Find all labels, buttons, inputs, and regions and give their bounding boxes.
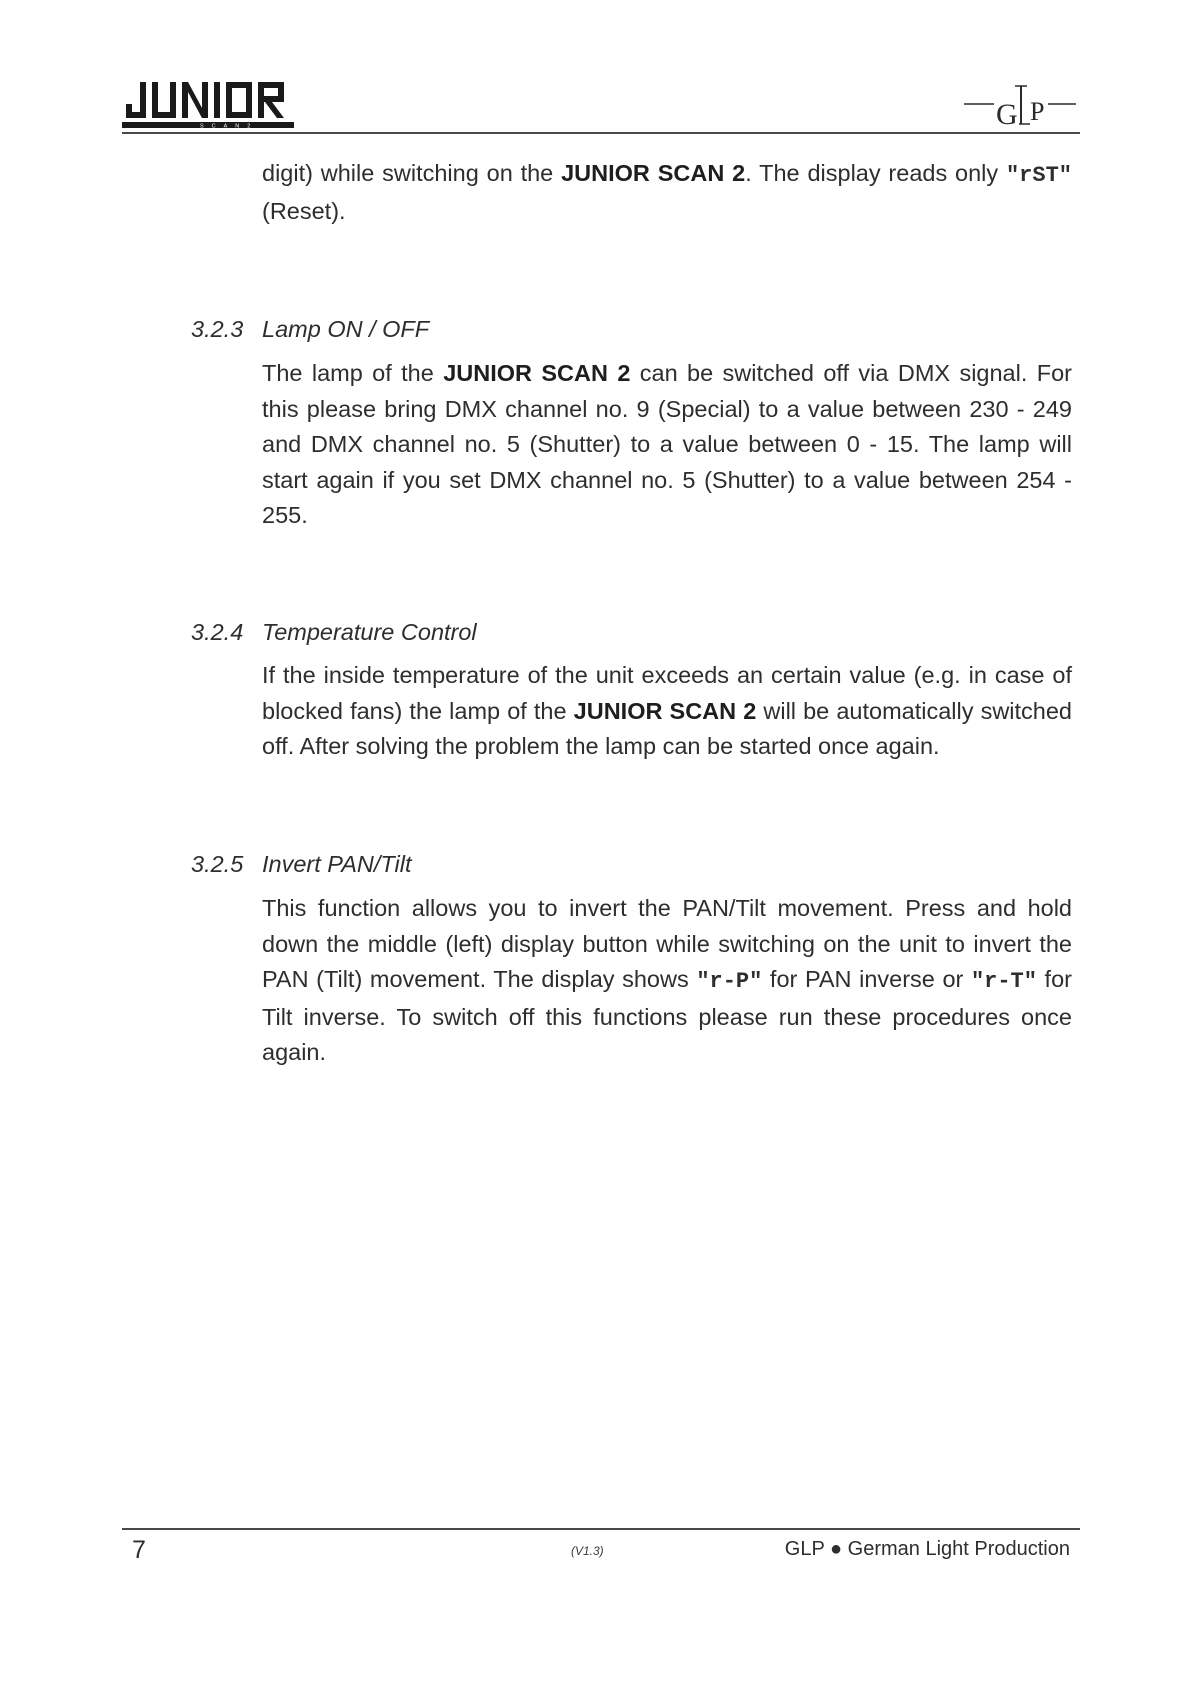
page-number: 7 [132, 1536, 146, 1564]
section-number: 3.2.4 [191, 619, 244, 645]
junior-scan-logo [122, 78, 294, 132]
display-code: "rST" [1005, 163, 1072, 188]
body-text: for Tilt inverse. To switch off this functions please run these procedures once again. [262, 966, 1072, 1065]
section-heading [191, 314, 429, 344]
body-text: for PAN inverse or [762, 966, 971, 992]
product-name: JUNIOR SCAN 2 [573, 697, 757, 724]
svg-text:G: G [996, 98, 1018, 131]
section-heading [191, 617, 477, 647]
footer-divider [122, 1528, 1080, 1530]
product-name: JUNIOR SCAN 2 [561, 160, 746, 186]
section-body [262, 356, 1072, 534]
section-number: 3.2.3 [191, 316, 244, 342]
section-number: 3.2.5 [191, 851, 244, 877]
section-title: Lamp ON / OFF [262, 316, 430, 342]
display-code: "r-T" [970, 969, 1037, 994]
body-text: This function allows you to invert the PAN/Tilt movement. Press and hold down the middle (left) display button while switching on the unit to invert the PAN (Tilt) movement. The display shows [262, 895, 1072, 992]
section-title: Temperature Control [262, 619, 477, 645]
product-name: JUNIOR SCAN 2 [443, 360, 631, 386]
intro-text: (Reset). [262, 197, 346, 224]
header-divider [122, 132, 1080, 134]
display-code: "r-P" [696, 969, 763, 994]
body-text: can be switched off via DMX signal. For this please bring DMX channel no. 9 (Special) to a value between 230 - 249 and DMX channel no. 5 (Shutter) to a value between 0 - 15. The lamp will start again if you set DMX channel no. 5 (Shutter) to a value between 254 - 255. [262, 360, 1072, 528]
section-title: Invert PAN/Tilt [262, 851, 412, 877]
svg-text:P: P [1030, 97, 1045, 126]
company-name: GLP ● German Light Production [784, 1538, 1070, 1560]
glp-logo [960, 82, 1080, 132]
intro-paragraph [262, 156, 1072, 229]
section-heading [191, 849, 412, 879]
body-text: The lamp of the [262, 360, 444, 386]
body-text: will be automatically switched off. After solving the problem the lamp can be started once again. [262, 697, 1072, 759]
version-label: (V1.3) [571, 1544, 604, 1558]
body-text: If the inside temperature of the unit exceeds an certain value (e.g. in case of blocked fans) the lamp of the [262, 662, 1072, 724]
section-body [262, 891, 1072, 1071]
section-body [262, 658, 1072, 765]
intro-text: digit) while switching on the [262, 160, 562, 186]
svg-text:SCAN2: SCAN2 [200, 123, 259, 130]
intro-text: . The display reads only [745, 160, 999, 186]
